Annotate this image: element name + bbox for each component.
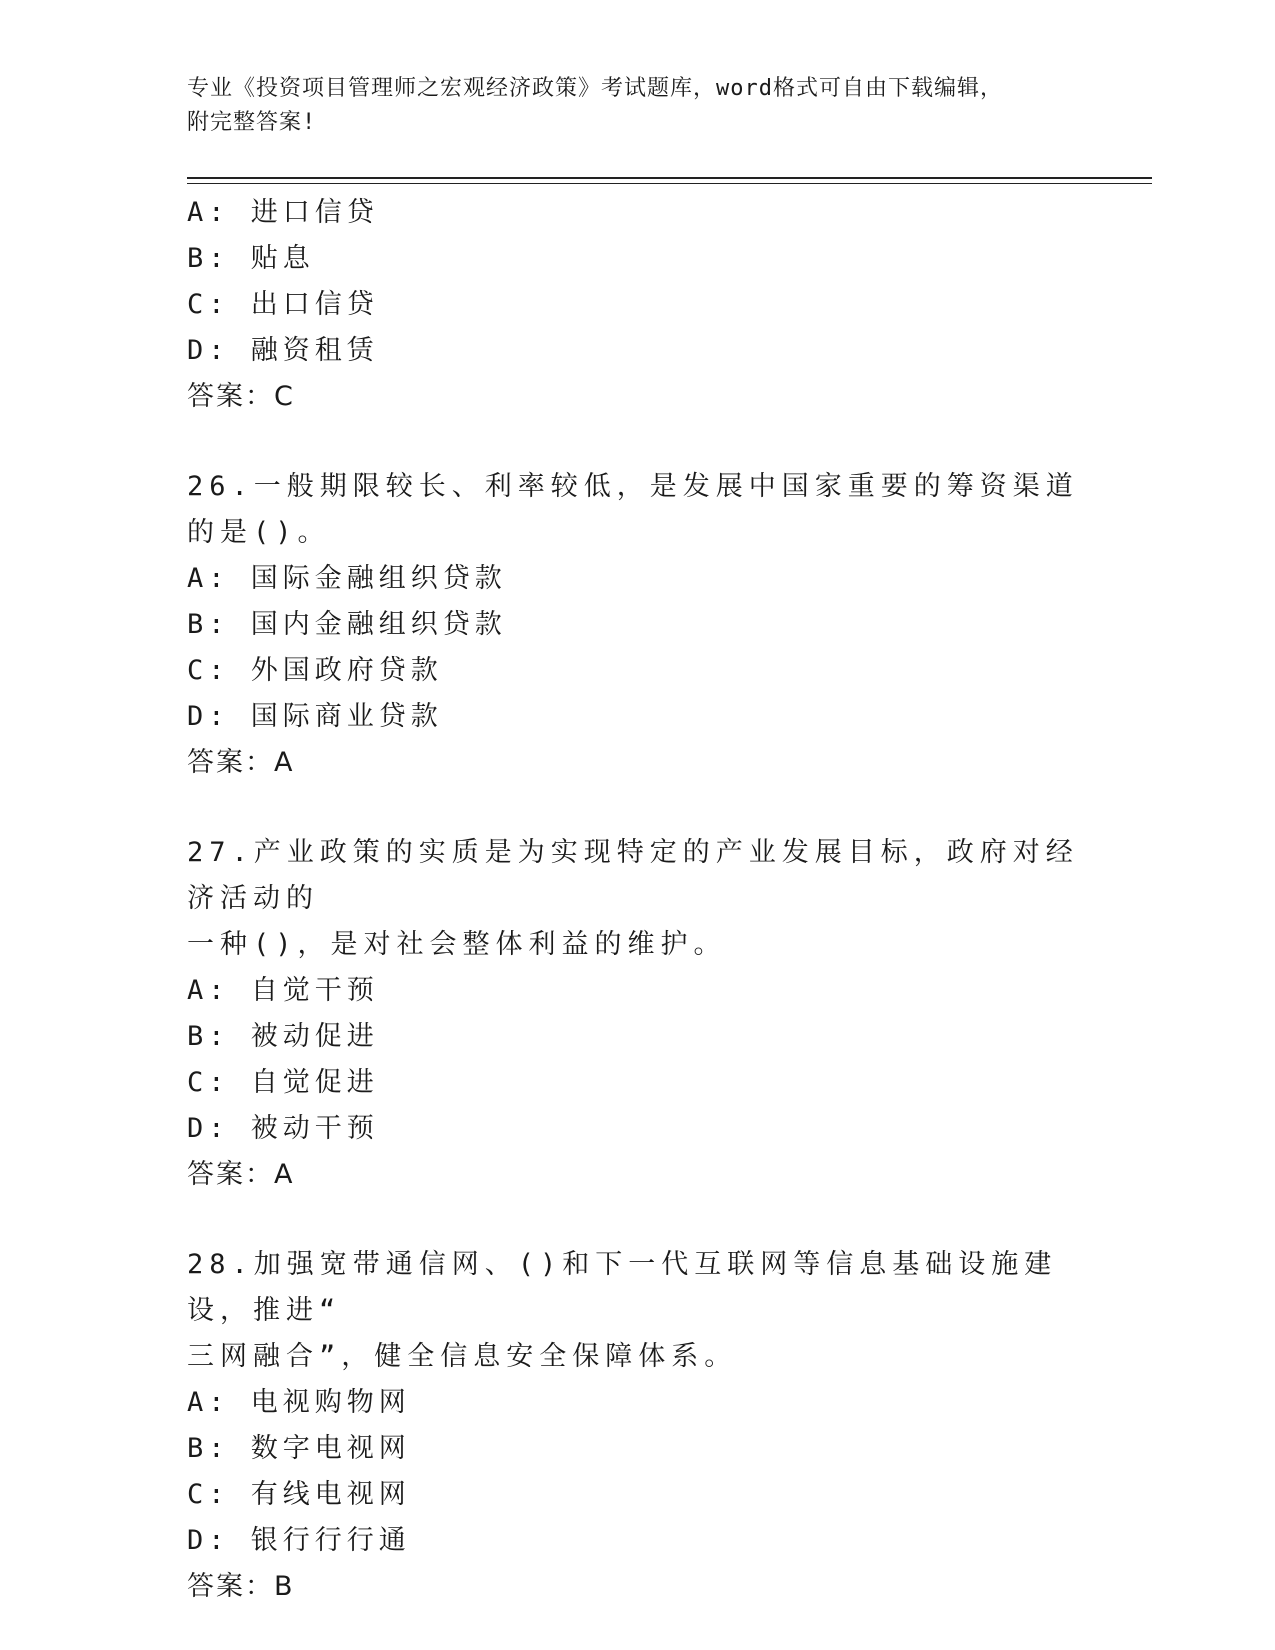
header-line-1: 专业《投资项目管理师之宏观经济政策》考试题库，word格式可自由下载编辑， (187, 76, 1003, 101)
option-b: B: 贴息 (187, 243, 315, 274)
option-a: A: 进口信贷 (187, 197, 379, 228)
header-divider (187, 177, 1152, 179)
question-text-line-1: 27.产业政策的实质是为实现特定的产业发展目标，政府对经济活动的 (187, 837, 1079, 914)
option-c: C: 出口信贷 (187, 289, 379, 320)
question-text-line-1: 28.加强宽带通信网、()和下一代互联网等信息基础设施建设，推进“ (187, 1249, 1058, 1326)
question-text: 26.一般期限较长、利率较低，是发展中国家重要的筹资渠道的是()。 (187, 471, 1079, 548)
option-c: C: 有线电视网 (187, 1479, 411, 1510)
option-d: D: 融资租赁 (187, 335, 379, 366)
answer: 答案：C (187, 381, 295, 412)
answer: 答案：A (187, 1159, 295, 1190)
question-26 (187, 464, 1087, 786)
option-c: C: 外国政府贷款 (187, 655, 443, 686)
option-d: D: 被动干预 (187, 1113, 379, 1144)
option-d: D: 国际商业贷款 (187, 701, 443, 732)
option-b: B: 被动促进 (187, 1021, 379, 1052)
option-b: B: 数字电视网 (187, 1433, 411, 1464)
header-line-2: 附完整答案! (187, 110, 317, 135)
answer: 答案：B (187, 1571, 295, 1602)
option-a: A: 电视购物网 (187, 1387, 411, 1418)
question-27 (187, 830, 1087, 1198)
document-header (187, 72, 1067, 140)
answer: 答案：A (187, 747, 295, 778)
question-28 (187, 1242, 1087, 1610)
option-d: D: 银行行行通 (187, 1525, 411, 1556)
question-text-line-2: 三网融合”，健全信息安全保障体系。 (187, 1341, 738, 1372)
option-a: A: 国际金融组织贷款 (187, 563, 507, 594)
question-text-line-2: 一种()，是对社会整体利益的维护。 (187, 929, 727, 960)
question-list (187, 190, 1087, 1610)
header-divider-thin (187, 183, 1152, 184)
option-c: C: 自觉促进 (187, 1067, 379, 1098)
option-b: B: 国内金融组织贷款 (187, 609, 507, 640)
question-25 (187, 190, 1087, 420)
option-a: A: 自觉干预 (187, 975, 379, 1006)
